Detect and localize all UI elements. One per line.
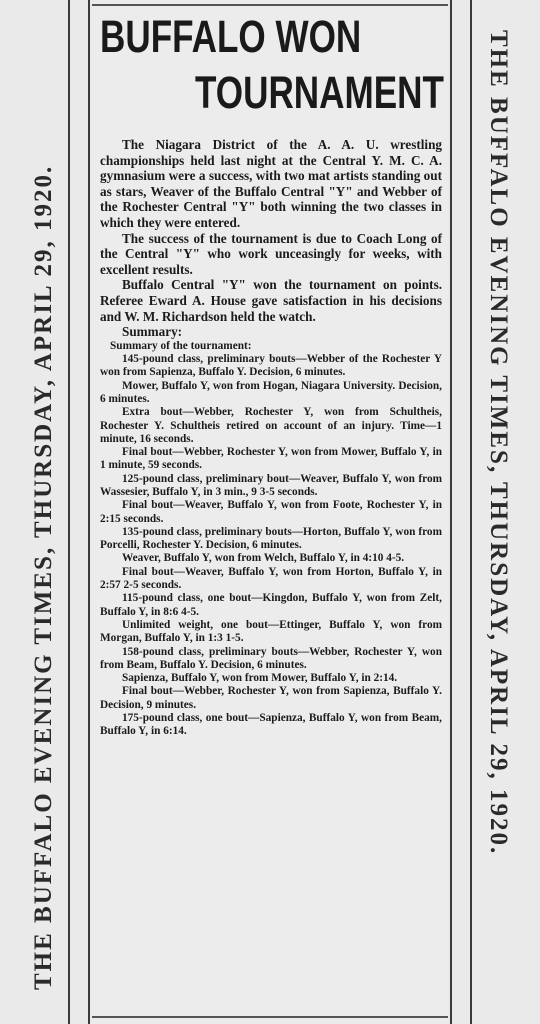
right-running-head: THE BUFFALO EVENING TIMES, THURSDAY, APRIL 29, 1920. (485, 30, 512, 856)
paragraph-2: The success of the tournament is due to Coach Long of the Central "Y" who work unceasingly for weeks, with excellent results. (100, 230, 442, 277)
summary-line: Final bout—Weaver, Buffalo Y, won from Foote, Rochester Y, in 2:15 seconds. (100, 499, 442, 525)
summary-line: 115-pound class, one bout—Kingdon, Buffalo Y, won from Zelt, Buffalo Y, in 8:6 4-5. (100, 592, 442, 618)
summary-label: Summary: (122, 324, 183, 340)
summary-line: 158-pound class, preliminary bouts—Webber, Rochester Y, won from Beam, Buffalo Y. Decision, 6 minutes. (100, 645, 442, 671)
summary-line: Mower, Buffalo Y, won from Hogan, Niagara University. Decision, 6 minutes. (100, 379, 442, 405)
headline-line-2: TOURNAMENT (195, 67, 444, 118)
column-rule-right-outer (470, 0, 472, 1024)
summary-line: Unlimited weight, one bout—Ettinger, Buffalo Y, won from Morgan, Buffalo Y, in 1:3 1-5. (100, 618, 442, 645)
summary-line: Sapienza, Buffalo Y, won from Mower, Buffalo Y, in 2:14. (122, 672, 398, 685)
headline-line-1: BUFFALO WON (100, 11, 362, 62)
summary-line: 125-pound class, preliminary bout—Weaver, Buffalo Y, won from Wassesier, Buffalo Y, in 3 min., 9 3-5 seconds. (100, 472, 442, 498)
column-rule-left-outer (68, 0, 70, 1024)
column-rule-left-inner (88, 0, 90, 1024)
summary-line: Extra bout—Webber, Rochester Y, won from Schultheis, Rochester Y. Schultheis retired on account of an injury. Time—1 minute, 16 seconds. (100, 406, 442, 445)
bottom-divider (92, 1016, 448, 1018)
summary-line: Final bout—Webber, Rochester Y, won from Sapienza, Buffalo Y. Decision, 9 minutes. (100, 685, 442, 711)
column-rule-right-inner (450, 0, 452, 1024)
paragraph-1: The Niagara District of the A. A. U. wrestling championships held last night at the Central Y. M. C. A. gymnasium were a success, with two mat artists standing out as stars, Weaver of the Buffalo Central "Y" and Webber of the Rochester Central "Y" both winning the two classes in which they were entered. (100, 137, 442, 230)
top-divider (92, 4, 448, 6)
paragraph-3: Buffalo Central "Y" won the tournament on points. Referee Eward A. House gave satisfaction in his decisions and W. M. Richardson held the watch. (100, 277, 442, 324)
summary-line: 175-pound class, one bout—Sapienza, Buffalo Y, won from Beam, Buffalo Y, in 6:14. (100, 712, 442, 738)
summary-line: 135-pound class, preliminary bouts—Horton, Buffalo Y, won from Porcelli, Rochester Y. Decision, 6 minutes. (100, 525, 442, 552)
summary-line: Final bout—Webber, Rochester Y, won from Mower, Buffalo Y, in 1 minute, 59 seconds. (100, 446, 442, 472)
summary-line: 145-pound class, preliminary bouts—Webber of the Rochester Y won from Sapienza, Buffalo Y. Decision, 6 minutes. (100, 353, 442, 379)
left-running-head: THE BUFFALO EVENING TIMES, THURSDAY, APRIL 29, 1920. (30, 164, 57, 990)
article-column (92, 0, 448, 1024)
summary-line: Weaver, Buffalo Y, won from Welch, Buffalo Y, in 4:10 4-5. (122, 552, 405, 565)
article-body (100, 137, 442, 739)
summary-line: Final bout—Weaver, Buffalo Y, won from Horton, Buffalo Y, in 2:57 2-5 seconds. (100, 565, 442, 592)
summary-line: Summary of the tournament: (110, 339, 252, 352)
